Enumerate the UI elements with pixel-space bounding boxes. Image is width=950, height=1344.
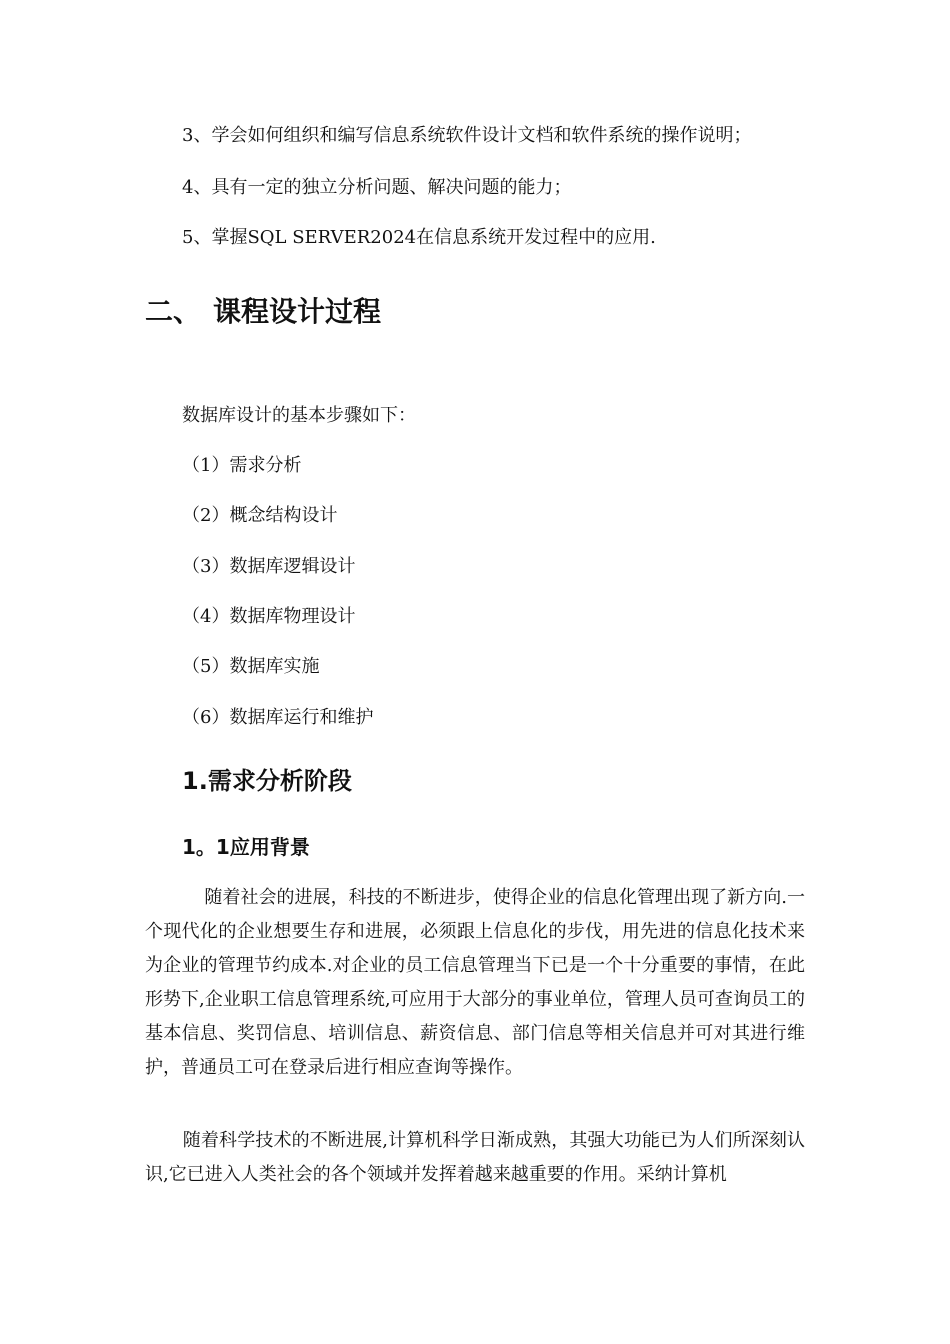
objective-item-5: 5、掌握SQL SERVER2024在信息系统开发过程中的应用. [182, 227, 656, 248]
body-paragraph: 随着社会的进展，科技的不断进步，使得企业的信息化管理出现了新方向.一个现代化的企业想要生存和进展，必须跟上信息化的步伐，用先进的信息化技术来为企业的管理节约成本.对企业的员工信息管理当下已是一个十分重要的事情，在此形势下,企业职工信息管理系统,可应用于大部分的事业单位，管理人员可查询员工的基本信息、奖罚信息、培训信息、薪资信息、部门信息等相关信息并可对其进行维护，普通员工可在登录后进行相应查询等操作。 [145, 887, 805, 1078]
step-item: （1）需求分析 [182, 455, 302, 476]
subsubsection-heading: 1。1应用背景 [182, 835, 310, 859]
step-item: （6）数据库运行和维护 [182, 707, 374, 728]
objective-item-4: 4、具有一定的独立分析问题、解决问题的能力； [182, 177, 572, 198]
objective-item-3: 3、学会如何组织和编写信息系统软件设计文档和软件系统的操作说明； [182, 125, 752, 146]
step-item: （3）数据库逻辑设计 [182, 556, 356, 577]
section-number: 二、 [145, 295, 202, 328]
subsection-heading: 1.需求分析阶段 [182, 767, 352, 795]
body-paragraph: 随着科学技术的不断进展,计算机科学日渐成熟，其强大功能已为人们所深刻认识,它已进入人类社会的各个领域并发挥着越来越重要的作用。采纳计算机 [145, 1130, 805, 1185]
steps-intro: 数据库设计的基本步骤如下： [182, 405, 416, 426]
section-title: 课程设计过程 [213, 295, 382, 328]
step-item: （5）数据库实施 [182, 656, 320, 677]
step-item: （2）概念结构设计 [182, 505, 338, 526]
step-item: （4）数据库物理设计 [182, 606, 356, 627]
section-heading [145, 292, 381, 332]
